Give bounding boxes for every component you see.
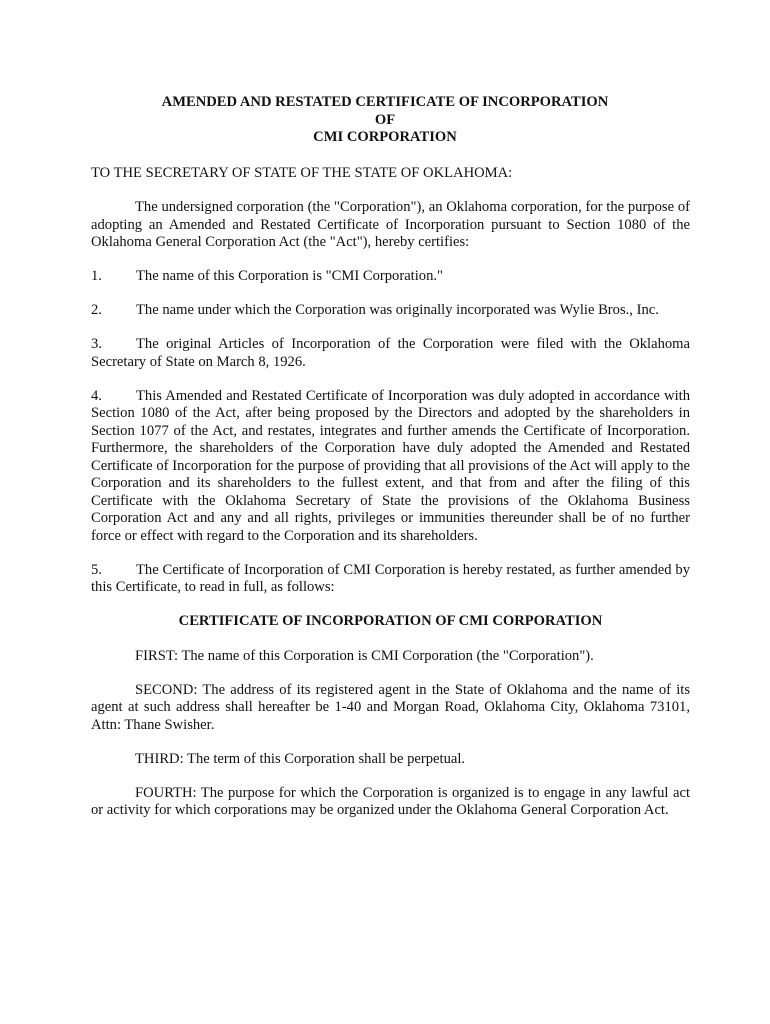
item-1	[91, 268, 690, 286]
item-2-text: The name under which the Corporation was originally incorporated was Wylie Bros., Inc.	[136, 302, 659, 318]
article-fourth: FOURTH: The purpose for which the Corporation is organized is to engage in any lawful act or activity for which corporations may be organized under the Oklahoma General Corporation Act.	[91, 784, 690, 818]
intro-paragraph: The undersigned corporation (the "Corporation"), an Oklahoma corporation, for the purpose of adopting an Amended and Restated Certificate of Incorporation pursuant to Section 1080 of the Oklahoma General Corporation Act (the "Act"), hereby certifies:	[91, 199, 690, 250]
article-third: THIRD: The term of this Corporation shall be perpetual.	[135, 750, 466, 767]
title-line-3: CMI CORPORATION	[313, 129, 457, 145]
item-3-number: 3.	[91, 336, 102, 352]
title-line-1: AMENDED AND RESTATED CERTIFICATE OF INCORPORATION	[161, 94, 609, 110]
item-4-text: This Amended and Restated Certificate of Incorporation was duly adopted in accordance with Section 1080 of the Act, after being proposed by the Directors and adopted by the shareholders in Section 1077 of the Act, and restates, integrates and further amends the Certificate of Incorporation. Furthermore, the shareholders of the Corporation have duly adopted the Amended and Restated Certificate of Incorporation for the purpose of providing that all provisions of the Act will apply to the Corporation and its shareholders to the fullest extent, and that from and after the filing of this Certificate with the Oklahoma Secretary of State the provisions of the Oklahoma Business Corporation Act and any and all rights, privileges or immunities thereunder shall be of no further force or effect with regard to the Corporation and its shareholders.	[91, 387, 690, 544]
item-3	[91, 336, 690, 371]
item-1-text: The name of this Corporation is "CMI Corporation."	[136, 268, 443, 284]
item-2-number: 2.	[91, 302, 102, 318]
item-5-number: 5.	[91, 561, 102, 578]
title-line-2: OF	[374, 111, 396, 128]
certificate-heading: CERTIFICATE OF INCORPORATION OF CMI CORPORATION	[178, 613, 603, 629]
item-4	[91, 388, 690, 546]
article-second: SECOND: The address of its registered agent in the State of Oklahoma and the name of its agent at such address shall hereafter be 1-40 and Morgan Road, Oklahoma City, Oklahoma 73101, Attn: Thane Swisher.	[91, 681, 690, 733]
item-1-number: 1.	[91, 268, 102, 284]
item-5	[91, 562, 690, 597]
item-2	[91, 302, 690, 320]
article-first: FIRST: The name of this Corporation is CMI Corporation (the "Corporation").	[135, 647, 594, 664]
item-3-text: The original Articles of Incorporation of the Corporation were filed with the Oklahoma Secretary of State on March 8, 1926.	[91, 336, 690, 370]
document-title	[0, 94, 770, 147]
salutation: TO THE SECRETARY OF STATE OF THE STATE OF OKLAHOMA:	[91, 165, 513, 181]
document-body	[91, 165, 690, 836]
item-4-number: 4.	[91, 387, 102, 404]
item-5-text: The Certificate of Incorporation of CMI Corporation is hereby restated, as further amended by this Certificate, to read in full, as follows:	[91, 561, 690, 595]
